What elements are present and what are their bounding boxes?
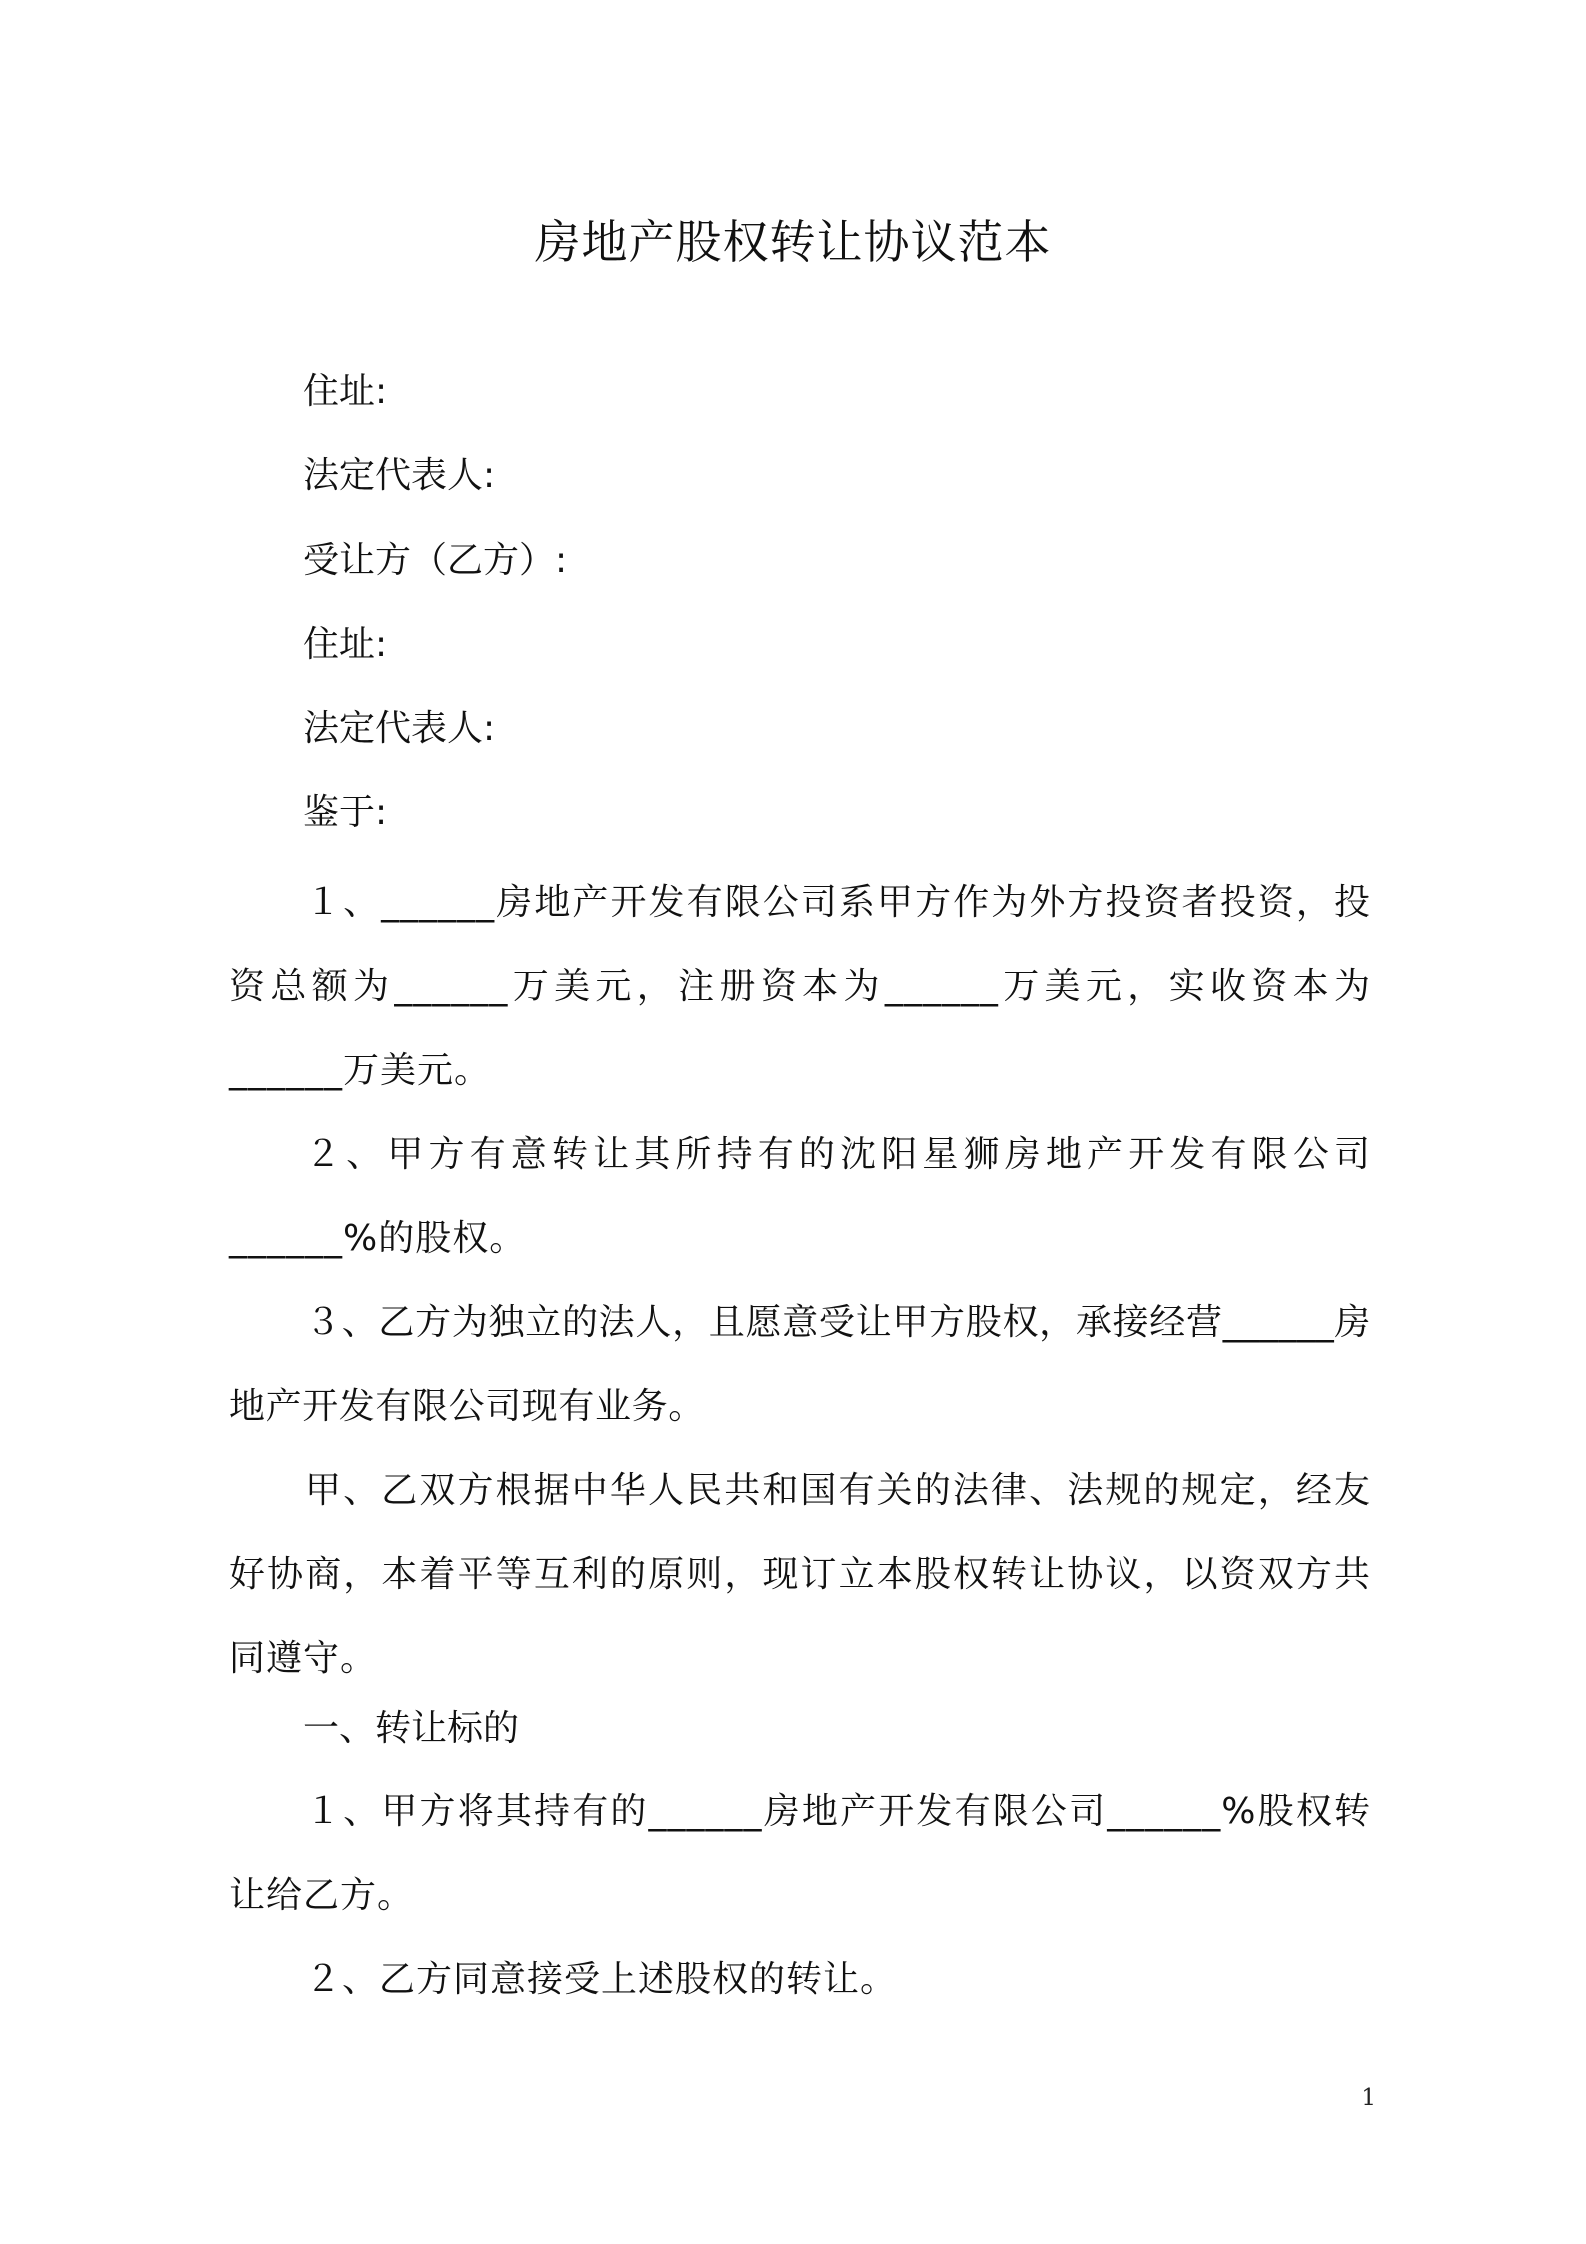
document-title: 房地产股权转让协议范本 bbox=[534, 215, 1052, 269]
legal-representative-label-party-b: 法定代表人: bbox=[303, 708, 496, 749]
agreement-intro-paragraph: 甲、乙双方根据中华人民共和国有关的法律、法规的规定，经友好协商，本着平等互利的原则，现订立本股权转让协议，以资双方共同遵守。 bbox=[229, 1470, 1371, 1679]
whereas-paragraph-3: ３、乙方为独立的法人，且愿意受让甲方股权，承接经营______房地产开发有限公司现有业务。 bbox=[229, 1302, 1371, 1427]
transfer-subject-item-1: １、甲方将其持有的______房地产开发有限公司______%股权转让给乙方。 bbox=[229, 1791, 1371, 1916]
page-number: 1 bbox=[1361, 2085, 1376, 2111]
whereas-paragraph-1: １、______房地产开发有限公司系甲方作为外方投资者投资，投资总额为______万美元，注册资本为______万美元，实收资本为______万美元。 bbox=[229, 882, 1371, 1091]
section-heading-transfer-subject: 一、转让标的 bbox=[303, 1708, 520, 1749]
whereas-label: 鉴于: bbox=[303, 792, 388, 833]
transfer-subject-item-2: ２、乙方同意接受上述股权的转让。 bbox=[305, 1959, 898, 2000]
address-label-party-b: 住址: bbox=[303, 624, 388, 665]
legal-representative-label-party-a: 法定代表人: bbox=[303, 455, 496, 496]
transferee-label: 受让方（乙方）: bbox=[303, 540, 568, 581]
address-label-party-a: 住址: bbox=[303, 371, 388, 412]
whereas-paragraph-2: ２、甲方有意转让其所持有的沈阳星狮房地产开发有限公司______%的股权。 bbox=[229, 1134, 1371, 1259]
